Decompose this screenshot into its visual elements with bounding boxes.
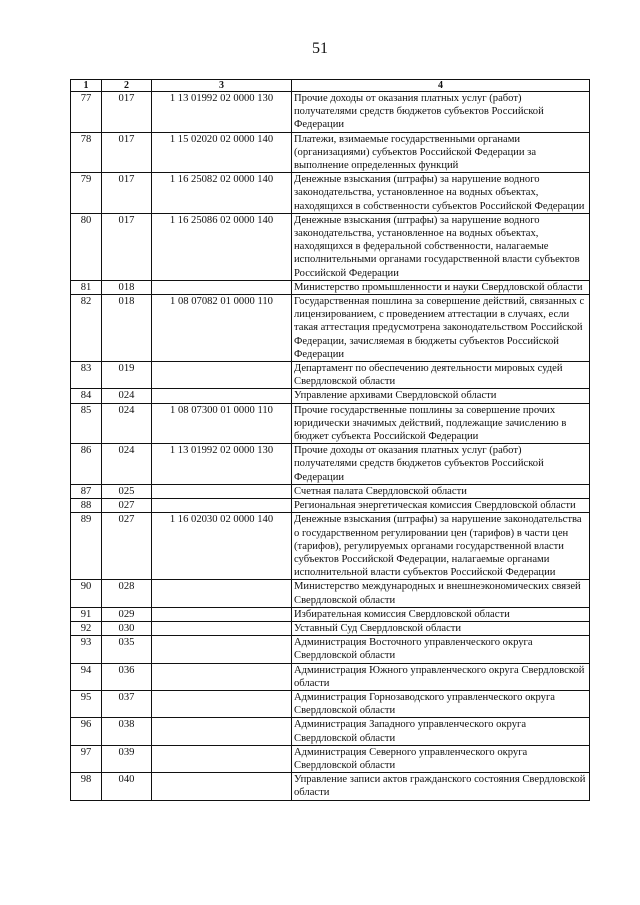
- header-col-3: 3: [152, 80, 292, 92]
- row-number-cell: 84: [71, 389, 102, 403]
- table-row: [71, 362, 590, 389]
- revenue-codes-table: [70, 79, 590, 801]
- table-row: [71, 580, 590, 607]
- revenue-code-cell: 1 16 02030 02 0000 140: [152, 513, 292, 580]
- description-cell: Управление записи актов гражданского состояния Свердловской области: [292, 773, 590, 800]
- revenue-code-cell: [152, 484, 292, 498]
- revenue-code-cell: 1 08 07300 01 0000 110: [152, 403, 292, 444]
- description-cell: Государственная пошлина за совершение действий, связанных с лицензированием, с проведением аттестации в случаях, если такая аттестация предусмотрена законодательством Российской Федерации, зачисляемая в бюджеты субъектов Российской Федерации: [292, 295, 590, 362]
- description-cell: Уставный Суд Свердловской области: [292, 621, 590, 635]
- header-col-1: 1: [71, 80, 102, 92]
- table-row: [71, 499, 590, 513]
- admin-code-cell: 024: [102, 389, 152, 403]
- table-row: [71, 621, 590, 635]
- table-row: [71, 607, 590, 621]
- row-number-cell: 81: [71, 280, 102, 294]
- table-row: [71, 444, 590, 485]
- revenue-code-cell: [152, 621, 292, 635]
- description-cell: Администрация Северного управленческого округа Свердловской области: [292, 745, 590, 772]
- row-number-cell: 82: [71, 295, 102, 362]
- admin-code-cell: 035: [102, 636, 152, 663]
- row-number-cell: 87: [71, 484, 102, 498]
- revenue-code-cell: 1 08 07082 01 0000 110: [152, 295, 292, 362]
- row-number-cell: 93: [71, 636, 102, 663]
- row-number-cell: 83: [71, 362, 102, 389]
- description-cell: Министерство международных и внешнеэкономических связей Свердловской области: [292, 580, 590, 607]
- table-header: [71, 80, 590, 92]
- page-number: 51: [312, 40, 328, 57]
- description-cell: Платежи, взимаемые государственными органами (организациями) субъектов Российской Федерации за выполнение определенных функций: [292, 132, 590, 173]
- revenue-code-cell: [152, 580, 292, 607]
- row-number-cell: 95: [71, 690, 102, 717]
- description-cell: Счетная палата Свердловской области: [292, 484, 590, 498]
- row-number-cell: 80: [71, 213, 102, 280]
- revenue-code-cell: [152, 362, 292, 389]
- table-row: [71, 636, 590, 663]
- table-row: [71, 295, 590, 362]
- row-number-cell: 92: [71, 621, 102, 635]
- revenue-code-cell: [152, 389, 292, 403]
- admin-code-cell: 036: [102, 663, 152, 690]
- description-cell: Прочие государственные пошлины за совершение прочих юридически значимых действий, подлежащие зачислению в бюджет субъекта Российской Федерации: [292, 403, 590, 444]
- admin-code-cell: 030: [102, 621, 152, 635]
- row-number-cell: 91: [71, 607, 102, 621]
- table-body: [71, 92, 590, 801]
- row-number-cell: 85: [71, 403, 102, 444]
- revenue-code-cell: [152, 280, 292, 294]
- table-row: [71, 92, 590, 133]
- revenue-code-cell: [152, 636, 292, 663]
- revenue-code-cell: [152, 690, 292, 717]
- admin-code-cell: 018: [102, 295, 152, 362]
- description-cell: Денежные взыскания (штрафы) за нарушение водного законодательства, установленное на водных объектах, находящихся в федеральной собственности, налагаемые исполнительными органами государственной власти субъектов Российской Федерации: [292, 213, 590, 280]
- description-cell: Департамент по обеспечению деятельности мировых судей Свердловской области: [292, 362, 590, 389]
- revenue-code-cell: 1 13 01992 02 0000 130: [152, 92, 292, 133]
- description-cell: Управление архивами Свердловской области: [292, 389, 590, 403]
- revenue-code-cell: 1 16 25082 02 0000 140: [152, 173, 292, 214]
- admin-code-cell: 029: [102, 607, 152, 621]
- admin-code-cell: 024: [102, 403, 152, 444]
- admin-code-cell: 024: [102, 444, 152, 485]
- description-cell: Министерство промышленности и науки Свердловской области: [292, 280, 590, 294]
- row-number-cell: 94: [71, 663, 102, 690]
- admin-code-cell: 019: [102, 362, 152, 389]
- description-cell: Администрация Горнозаводского управленческого округа Свердловской области: [292, 690, 590, 717]
- description-cell: Администрация Западного управленческого округа Свердловской области: [292, 718, 590, 745]
- table-row: [71, 745, 590, 772]
- table-row: [71, 663, 590, 690]
- admin-code-cell: 027: [102, 513, 152, 580]
- table-row: [71, 173, 590, 214]
- row-number-cell: 97: [71, 745, 102, 772]
- revenue-code-cell: [152, 745, 292, 772]
- header-col-2: 2: [102, 80, 152, 92]
- header-col-4: 4: [292, 80, 590, 92]
- table-row: [71, 280, 590, 294]
- description-cell: Денежные взыскания (штрафы) за нарушение законодательства о государственном регулировании цен (тарифов) в части цен (тарифов), регулируемых органами государственной власти субъектов Российской Федерации, налагаемые органами исполнительной власти субъектов Российской Федерации: [292, 513, 590, 580]
- revenue-code-cell: [152, 499, 292, 513]
- row-number-cell: 98: [71, 773, 102, 800]
- row-number-cell: 79: [71, 173, 102, 214]
- admin-code-cell: 038: [102, 718, 152, 745]
- admin-code-cell: 018: [102, 280, 152, 294]
- row-number-cell: 89: [71, 513, 102, 580]
- header-row: [71, 80, 590, 92]
- revenue-code-cell: [152, 607, 292, 621]
- revenue-code-cell: 1 15 02020 02 0000 140: [152, 132, 292, 173]
- row-number-cell: 88: [71, 499, 102, 513]
- admin-code-cell: 017: [102, 92, 152, 133]
- revenue-code-cell: 1 13 01992 02 0000 130: [152, 444, 292, 485]
- admin-code-cell: 027: [102, 499, 152, 513]
- table-row: [71, 513, 590, 580]
- description-cell: Региональная энергетическая комиссия Свердловской области: [292, 499, 590, 513]
- admin-code-cell: 037: [102, 690, 152, 717]
- admin-code-cell: 040: [102, 773, 152, 800]
- description-cell: Администрация Южного управленческого округа Свердловской области: [292, 663, 590, 690]
- description-cell: Прочие доходы от оказания платных услуг (работ) получателями средств бюджетов субъектов Российской Федерации: [292, 92, 590, 133]
- revenue-code-cell: [152, 663, 292, 690]
- revenue-code-cell: [152, 718, 292, 745]
- table-row: [71, 484, 590, 498]
- revenue-code-cell: 1 16 25086 02 0000 140: [152, 213, 292, 280]
- admin-code-cell: 028: [102, 580, 152, 607]
- row-number-cell: 86: [71, 444, 102, 485]
- row-number-cell: 77: [71, 92, 102, 133]
- admin-code-cell: 017: [102, 213, 152, 280]
- table-row: [71, 773, 590, 800]
- description-cell: Избирательная комиссия Свердловской области: [292, 607, 590, 621]
- row-number-cell: 90: [71, 580, 102, 607]
- admin-code-cell: 017: [102, 173, 152, 214]
- revenue-code-cell: [152, 773, 292, 800]
- description-cell: Прочие доходы от оказания платных услуг (работ) получателями средств бюджетов субъектов Российской Федерации: [292, 444, 590, 485]
- row-number-cell: 96: [71, 718, 102, 745]
- row-number-cell: 78: [71, 132, 102, 173]
- table-row: [71, 690, 590, 717]
- table-row: [71, 213, 590, 280]
- table-row: [71, 718, 590, 745]
- table-row: [71, 132, 590, 173]
- admin-code-cell: 017: [102, 132, 152, 173]
- table-row: [71, 403, 590, 444]
- admin-code-cell: 039: [102, 745, 152, 772]
- admin-code-cell: 025: [102, 484, 152, 498]
- description-cell: Администрация Восточного управленческого округа Свердловской области: [292, 636, 590, 663]
- description-cell: Денежные взыскания (штрафы) за нарушение водного законодательства, установленное на водных объектах, находящихся в собственности субъектов Российской Федерации: [292, 173, 590, 214]
- table-row: [71, 389, 590, 403]
